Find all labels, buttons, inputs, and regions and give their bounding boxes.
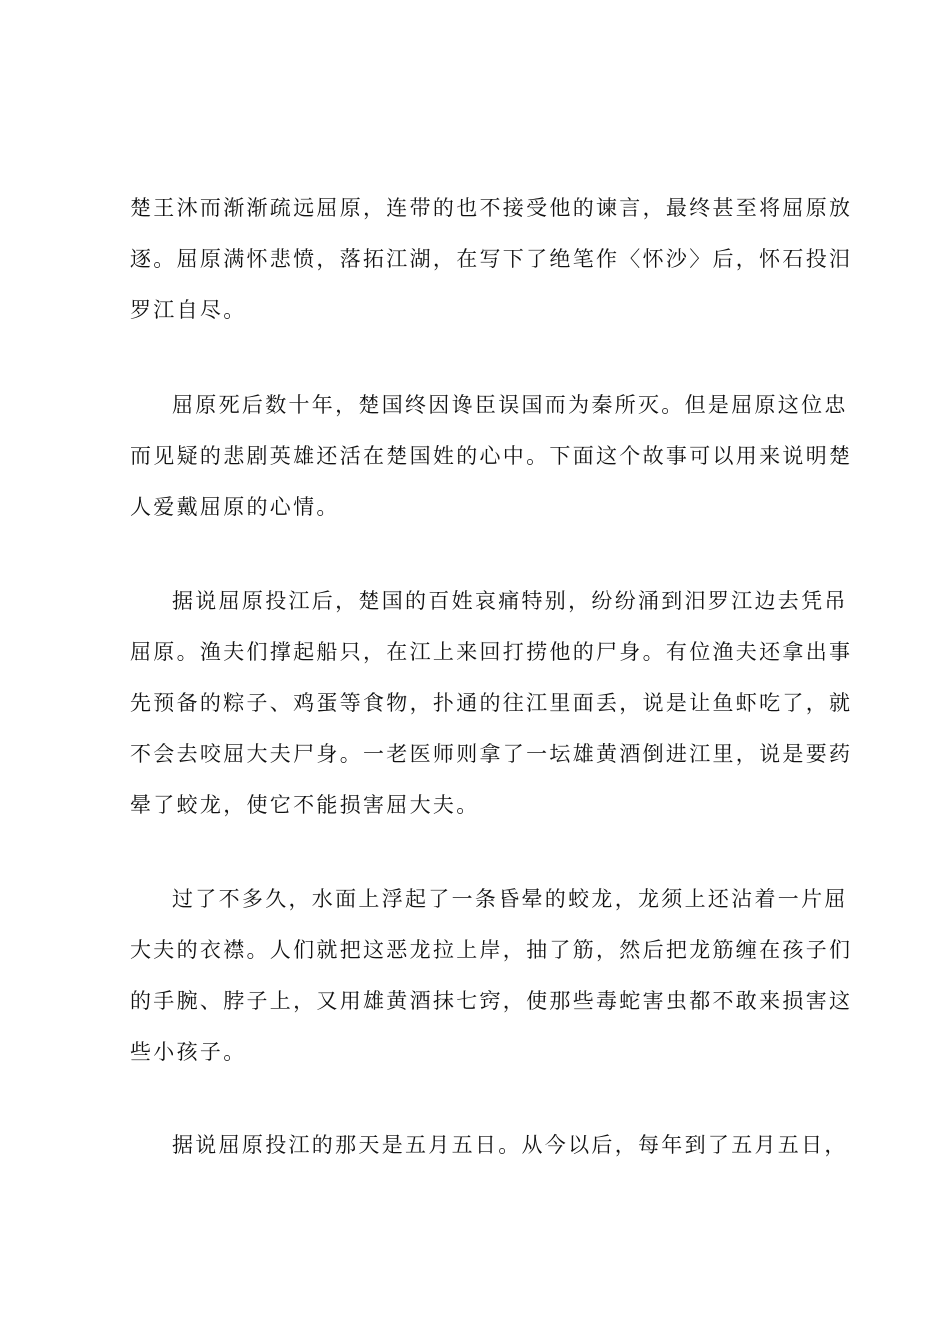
- paragraph-line: 大夫的衣襟。人们就把这恶龙拉上岸，抽了筋，然后把龙筋缠在孩子们: [130, 938, 853, 962]
- paragraph-2: [130, 380, 853, 533]
- paragraph-line: 晕了蛟龙，使它不能损害屈大夫。: [130, 793, 480, 817]
- paragraph-line: 据说屈原投江的那天是五月五日。从今以后，每年到了五月五日，: [172, 1133, 848, 1157]
- paragraph-5: [130, 1120, 848, 1171]
- paragraph-3: [130, 576, 853, 831]
- paragraph-line: 不会去咬屈大夫尸身。一老医师则拿了一坛雄黄酒倒进江里，说是要药: [130, 742, 853, 766]
- paragraph-line: 楚王沐而渐渐疏远屈原，连带的也不接受他的谏言，最终甚至将屈原放: [130, 196, 853, 220]
- paragraph-line: 据说屈原投江后，楚国的百姓哀痛特别，纷纷涌到汨罗江边去凭吊: [172, 589, 848, 613]
- paragraph-line: 过了不多久，水面上浮起了一条昏晕的蛟龙，龙须上还沾着一片屈: [172, 887, 848, 911]
- paragraph-1: [130, 183, 853, 336]
- paragraph-line: 而见疑的悲剧英雄还活在楚国姓的心中。下面这个故事可以用来说明楚: [130, 444, 853, 468]
- paragraph-4: [130, 874, 853, 1078]
- paragraph-line: 逐。屈原满怀悲愤，落拓江湖，在写下了绝笔作〈怀沙〉后，怀石投汨: [130, 247, 853, 271]
- paragraph-line: 屈原。渔夫们撑起船只，在江上来回打捞他的尸身。有位渔夫还拿出事: [130, 640, 853, 664]
- paragraph-line: 屈原死后数十年，楚国终因谗臣误国而为秦所灭。但是屈原这位忠: [172, 393, 848, 417]
- paragraph-line: 些小孩子。: [130, 1040, 247, 1064]
- paragraph-line: 罗江自尽。: [130, 298, 247, 322]
- paragraph-line: 的手腕、脖子上，又用雄黄酒抹七窍，使那些毒蛇害虫都不敢来损害这: [130, 989, 853, 1013]
- paragraph-line: 先预备的粽子、鸡蛋等食物，扑通的往江里面丢，说是让鱼虾吃了，就: [130, 691, 853, 715]
- paragraph-line: 人爱戴屈原的心情。: [130, 495, 340, 519]
